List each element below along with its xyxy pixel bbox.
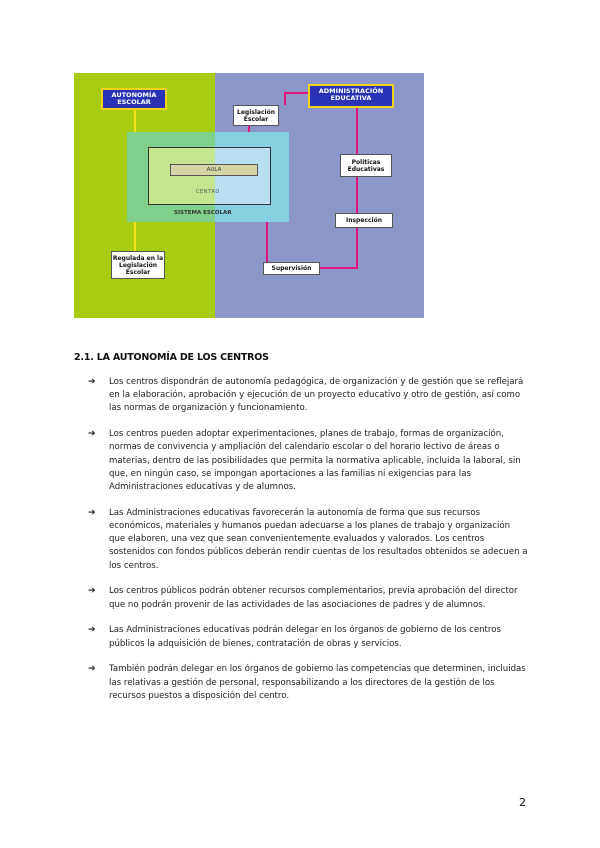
right-arrow-icon: ➔ [88, 377, 96, 387]
section-heading: 2.1. LA AUTONOMÍA DE LOS CENTROS [74, 352, 269, 363]
right-arrow-icon: ➔ [88, 507, 96, 518]
magenta-line-supervision [320, 228, 357, 268]
sistema-escolar-label: SISTEMA ESCOLAR [174, 210, 232, 216]
inspeccion-box: Inspección [335, 213, 393, 228]
right-arrow-icon: ➔ [88, 429, 96, 440]
list-item: ➔ Los centros dispondrán de autonomía pedagógica, de organización y de gestión que se reflejará en la elaboración, aprobación y ejecución de un proyecto educativo y otro de gestión, así como las normas de organización y funcionamiento. [88, 377, 524, 414]
magenta-line-admin [285, 93, 308, 105]
list-item: ➔ Los centros pueden adoptar experimentaciones, planes de trabajo, formas de organización, normas de convivencia y ampliación del calendario escolar o del horario lectivo de áreas o materias, dentro de las posibilidades que permita la normativa aplicable, incluida la laboral, sin que, en ningún caso, se impongan aportaciones a las familias ni exigencias para las Administraciones educativas y de alumnos. [88, 429, 521, 493]
administracion-educativa-box: ADMINISTRACIÓN EDUCATIVA [308, 84, 394, 108]
aula-box: AULA [170, 164, 258, 176]
centro-box-right [215, 148, 270, 204]
right-arrow-icon: ➔ [88, 625, 96, 636]
centro-label: CENTRO [196, 189, 220, 195]
list-item: ➔ Las Administraciones educativas podrán delegar en los órganos de gobierno de los centros públicos la adquisición de bienes, contratación de obras y servicios. [88, 625, 502, 649]
list-item: ➔ También podrán delegar en los órganos de gobierno las competencias que determinen, incluidas las relativas a gestión de personal, responsabilizando a los directores de la gestión de los recursos puestos a disposición del centro. [88, 664, 526, 701]
page-number: 2 [519, 796, 526, 809]
regulada-box: Regulada en la Legislación Escolar [111, 251, 165, 279]
list-item: ➔ Las Administraciones educativas favorecerán la autonomía de forma que sus recursos económicos, materiales y humanos puedan adecuarse a los planes de trabajo y organización que elaboren, una vez que sean convenientemente evaluados y valorados. Los centros sostenidos con fondos públicos deberán rendir cuentas de los resultados obtenidos se adecuen a los centros. [88, 507, 528, 571]
bullet-list [88, 376, 528, 716]
right-arrow-icon: ➔ [88, 664, 96, 675]
autonomy-diagram [74, 73, 424, 318]
autonomia-escolar-box: AUTONOMÍA ESCOLAR [101, 88, 167, 110]
list-item: ➔ Los centros públicos podrán obtener recursos complementarios, previa aprobación del director que no podrán provenir de las actividades de las asociaciones de padres y de alumnos. [88, 586, 518, 610]
supervision-box: Supervisión [263, 262, 320, 275]
politicas-educativas-box: Políticas Educativas [340, 154, 392, 177]
legislacion-escolar-box: Legislación Escolar [233, 105, 279, 126]
right-arrow-icon: ➔ [88, 586, 96, 597]
